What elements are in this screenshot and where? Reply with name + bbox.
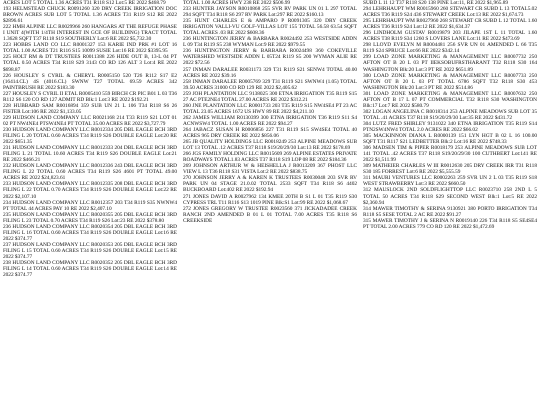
- tax-listing-entry: 257 INMAN DARALEE R0031173 329 T31 R119 S21 SENW4 TOTAL 40.00 ACRES RE 2022 $39.16: [183, 66, 357, 79]
- tax-listing-entry: 236 HUNTINGTON JERRY & BARBARA R0024498 360 COKEVILLE WATERSHED WESTSIDE ADDN L 05T24 R119 S5 200 WYMAN ALIE RE 2022 $72.56: [183, 48, 357, 67]
- tax-listing-entry: 311 MAURI VENTURES LLC R0002263 259 SVR UN 2 L 03 T35 R119 S18 WEST STRAWBERRY Lot:3 RE 2022 $660.50: [363, 175, 537, 188]
- tax-listing-entry: 236 HUNTINGTON JERRY & BARBARA R0024492 253 WESTSIDE ADDN L 09 T34 R119 S5 238 WYMAN Lot:9 RE 2022 $979.55: [183, 36, 357, 49]
- tax-listing-entry: 231 HUDSON LAND COMPANY LLC R0012333 204 DBL EAGLE BCH 3RD FILING L 21 TOTAL 10.60 ACRES T34 R119 S26 DOUBLE EAGLE Lot:21 RE 2022 $466.21: [3, 145, 177, 164]
- tax-listing-entry: TOTAL 1.00 ACRES HWY 238 RE 2022 $506.99: [183, 0, 291, 6]
- tax-listing-entry: 225 HOLT RM & DT TRUSTEES R0011388 226 HIDE OUT B, 13-L 04 PT TOTAL 0.50 ACRES T34 R118 S29 3143 CO RD 126 ALT 3 Lot:4 RE 2022 $698.87: [3, 54, 177, 73]
- tax-listing-entry: 235 HUNT CHARLES E & AMPARO P R0091305 320 DRY CREEK IRRIGATION VALLI-VU GOLF-VILLAS LOT 155 TOTAL 56.58 63.54 SQFT TOTAL ACRES .03 RE 2022 $608.36: [183, 18, 357, 37]
- tax-listing-entry: 258 INMAN DARALEE R0005769 329 T31 R119 S21 SWNW4 (1.05) TOTAL 39.50 ACRES 31000 CO RD 129 RE 2022 $2,405.62: [183, 78, 357, 91]
- tax-listing-entry: SUBD L 11 12 T37 R118 S20 138 PINE Lot:11, RE 2022 $1,965.89: [363, 0, 509, 6]
- tax-listing-entry: 270 JOHNSON JERRY A & KAREN K TRUSTEES R0030048 203 SVR RV PARK UN 04 STAGE 21.0.02 TOTAL 2533 SQFT T34 R118 S6 4402 BUCKBOARD Lot:402 RE 2022 $192.94: [183, 175, 357, 194]
- tax-listing-entry: 222 HMH ALPINE LLC R0029966 260 HANGARS AT THE REFUGE PHASE I UNIT 4(WITH 1/4TH INTEREST IN GCE OF BUILDING) TRACT TOTAL 1.3628 SQFT T37 R118 S19 SOUTHERLY Lot:6 RE 2022 $5,732.30: [3, 24, 177, 43]
- tax-listing-entry: 232 HUDSON LAND COMPANY LLC R0012336 243 DBL EAGLE BCH 3RD FILING L 22 TOTAL 0.60 ACRES T34 R119 S26 4601 PT TOTAL 49.00 ACRES RE 2022 $24,823.61: [3, 163, 177, 182]
- tax-listing-entry: 295 LEHRHAUPT WM R0027960 268 STEWART CR SUBD L 12 TOTAL 1.60 ACRES T36 R119 S24 Lot:12 RE 2022 $1,634.37: [363, 18, 537, 31]
- tax-listing-entry: 269 JOHNSON ARTHUR W & HEISHELLA J R0013209 367 PHOST LLC VIEW L 13 T36 R118 S31 VISTA Lot:2 RE 2022 $838.75: [183, 163, 357, 176]
- tax-listing-entry: 271 JONES DAVID A R0027962 134 KMEE 20TH B S1 L 01 T35 R119 S30 CYPRESS TRL T11 R116 S13 1019 PINE Blk:S1 Lot:99 RE 2022 $1,068.67: [183, 193, 357, 206]
- tax-listing-entry: 306 MADSEN TIM & PIPER R0018179 253 ALPINE MEADOWS SUB LOT 141 TOTAL .42 ACRES T37 R118 S19/20/29/30 100 CUTHBERT Lot:141 RE 2022 $1,511.99: [363, 145, 537, 164]
- tax-listing-entry: 229 HUDSON LAND COMPANY LLC R0021168 214 T33 R119 S21 LOT 01 02 PT NW4NE4 PTSW4NE4 PT TOTAL 35.00 ACRES RE 2022 $3,727.79: [3, 114, 177, 127]
- tax-listing-entry: 300 LOAD ZONE MARKETING & MANAGEMENT LLC R0007733 250 AFTON OT B 20 L 03 PT TOTAL 6786 SQFT T32 R118 S30 453 WASHINGTON Blk:20 Lot:3 PT RE 2022 $514.86: [363, 72, 537, 91]
- tax-listing-entry: 309 MATHEIER CHARLES W III R0012630 205 DRY CREEK IRR T31 R118 S30 185 FORREST Lot:6 RE 2022 $5,555.59: [363, 163, 537, 176]
- tax-listing-entry: 237 HUDSON LAND COMPANY LLC R0020353 205 DBL EAGLE BCH 3RD FILING L 15 TOTAL 0.60 ACRES T34 R119 S26 DOUBLE EAGLE Lot:15 RE 2022 $374.77: [3, 241, 177, 260]
- tax-listing-entry: 314 MAWER TIMOTHY & SERINA 9130921 380 PORTO IRRIGATION T34 R118 S5 SESE TOTAL 2 AC RE 2022 $91.27: [363, 205, 537, 218]
- tax-listing-entry: 265 JB QUALITY HOLDINGS LLC R0018249 253 ALPINE MEADOWS SUB LOT 13 TOTAL .12 ACRES T37 R118 S19/20/29/30 Lot:13 RE 2022 $178.69: [183, 139, 357, 152]
- tax-listing-entry: 272 JONES GREGORY W TRUSTEE R0023560 371 JICKADADEE CREEK RANCH 2ND AMENDED B 01 L 01 TOTAL 7.00 ACRES T35 R118 S6 CREEKSIDE: [183, 205, 357, 224]
- listing-column-1: [3, 0, 177, 400]
- tax-listing-entry: ACRES LOT 5 TOTAL 1.36 ACRES T31 R118 S12 Lot:5 RE 2022 $468.79: [3, 0, 166, 6]
- tax-listing-entry: 230 HUDSON LAND COMPANY LLC R0012334 205 DBL EAGLE BCH 3RD FILING L 20 TOTAL 0.60 ACRES T34 R119 S26 DOUBLE EAGLE Lot:20 RE 2022 $651.35: [3, 126, 177, 146]
- tax-listing-entry: 302 LOGAN ANGELINA C R0018314 253 ALPINE MEADOWS SUB LOT 35 TOTAL .41 ACRES T37 R118 S19/20/29/30 Lot:35 RE 2022 $431.72: [363, 108, 537, 121]
- tax-listing-entry: 223 HOBBS LAND CO LLC R0001327 153 KARIE IND PRK #1 LOT 16 TOTAL 1.00 ACRES T21 R116 S15 10099 SUSIE Lot:16 RE 2022 $3395.95: [3, 42, 177, 55]
- listing-column-3: [363, 0, 537, 400]
- tax-listing-entry: 299 LOAD ZONE MARKETING & MANAGEMENT LLC R0007732 250 AFTON OT B 20 L 03 PT IIEKSOBUFRSTHARANT T32 R118 S30 164 WASHINGTON Blk:20 Lot:3 PT RE 2022 $651.89: [363, 54, 537, 73]
- tax-listing-entry: 294 LEHRHAUPT WM R0015960 260 STEWART CR SUBD L 13 TOTAL5.02 ACRES T36 R119 S24 436 STEWART CREEK Lot:13 RE 2022 $1,674.73: [363, 6, 537, 19]
- tax-listing-entry: 233 HUNTER JAYSON R0010868 255 SVR RV PARK UN 01 L 297 TOTAL 294 SQFT T34 R118 S6 297 RV PARK Lot:297 RE 2022 $160.13: [183, 6, 357, 19]
- tax-listing-entry: 305 MACKINNON DIANA L R0000139 151 LYN HGT B 02 L 16 100.00 SQFT T31 R117 S21 LEDBETTER Blk:2 Lot:16 RE 2022 $748.33: [363, 133, 537, 146]
- tax-listing-entry: 262 JAMES WILLIAM R0130399 300 ETNA IRRIGATION T36 R119 S11 S4 ACNWSW4 TOTAL 1.00 ACRES RE 2022 $94.27: [183, 114, 357, 127]
- tax-listing-entry: 234 HUDSON LAND COMPANY LLC R0012357 203 T34 R119 S35 NWNW4 PT TOTAL 44 ACRES PAY 10 RE 2022 $2,407.10: [3, 199, 177, 212]
- tax-listing-entry: 315 MAWER TIMOTHY J & SERINA N R0019140 226 T34 R118 S5 SE4SE4 PT TOTAL 2.00 ACRES 779 CO RD 120 RE 2022 $1,472.69: [363, 217, 537, 230]
- tax-listing-entry: 235 HUDSON LAND COMPANY LLC R0020355 205 DBL EAGLE BCH 3RD FILING L 23 TOTAL 0.70 ACRES T34 R119 S26 Lot:23 RE 2022 $378.80: [3, 211, 177, 224]
- tax-listing-entry: 304 LUTZ FRED SHIRLEY 9131022 340 ETNA IRRIGATION T35 R119 S14 PTN2SW4NW4 TOTAL 2.0 ACRES RE 2022 $66.02: [363, 120, 537, 133]
- tax-listing-entry: 266 JGS FAMILY HOLDING LLC R0015609 269 ALPINE ESTATES PRIVATE ROADWAYS TOTAL1.83 ACRES T37 R118 S19 LOP 08 RE 2022 $184.36: [183, 151, 357, 164]
- tax-listing-entry: 259 JOH PLANTATION LLC 9138025 300 ETNA IRRIGATION T35 R119 S15 27 AC PTE2NE4 TOTAL 27.00 ACRES RE 2022 $312.21: [183, 90, 357, 103]
- tax-listing-entry: 301 LOAD ZONE MARKETING & MANAGEMENT LLC R0007632 250 AFTON OT B 17 L 07 PT COMMERCIAL T32 R118 S30 WASHINGTON Blk:17 Lot:7 RE 2022 $580.79: [363, 90, 537, 109]
- tax-listing-entry: 238 HUDSON LAND COMPANY LLC R0020352 205 DBL EAGLE BCH 3RD FILING L 14 TOTAL 0.60 ACRES T34 R119 S26 DOUBLE EAGLE Lot:14 RE 2022 $374.77: [3, 260, 177, 279]
- tax-listing-entry: 227 HOUSLEY S CYRIL II ETAL R0005410 559 BIRCH CR PIC B01 L 03 T36 R112 S6 120 CO RD 127 ADMIT RD Blk:1 Lot:3 RE 2022 $192.21: [3, 90, 177, 103]
- tax-listing-entry: 264 JABACZ SUSAN H R0006856 227 T31 R119 S15 SW4SE4 TOTAL 40 ACRES 965 DRY CREEK RE 2022 $856.06: [183, 126, 357, 140]
- tax-listing-entry: 233 HUDSON LAND COMPANY LLC R0012335 208 DBL EAGLE BCH 3RD FILING L 22 TOTAL 0.70 ACRES T34 R119 S26 DOUBLE EAGLE Lot:22 RE 2022 $2,107.10: [3, 181, 177, 200]
- listing-column-2: [183, 0, 357, 400]
- tax-listing-entry: 228 HUBBARD SAM R0016894 359 SUB UN 21 L 106 T34 R118 S6 26 FISTER Lot:106 RE 2022 $1,133.05: [3, 102, 177, 115]
- tax-listing-entry: 193 HELMSTEAD CHUCK R0091260 320 DRY CREEK IRRIGATION DOC BROWN ACRES SUB LOT 5 TOTAL 1.36 ACRES T31 R119 S12 RE 2022 $2896.61: [3, 6, 177, 25]
- tax-listing-entry: 296 LINDHOLM GUSTAV R0019879 203 JILAPE 1ST L 11 TOTAL 1.60 ACRES T38 R119 S34 1260 S LOVERS LANE Lot:11 RE 2022 $473.69: [363, 30, 537, 43]
- tax-listing-entry: 236 HUDSON LAND COMPANY LLC R0020354 205 DBL EAGLE BCH 3RD FILING L 16 TOTAL 0.60 ACRES T34 R119 S26 DOUBLE EAGLE Lot:16 RE 2022 $374.77: [3, 223, 177, 242]
- tax-listing-entry: 312 MAUSLOCK 2ND SOLDFLIGHTTOP LLC R0023710 258 2ND L 5 TOTAL 50 ACRES T34 R118 S29 SECOND WEST Blk:1 Lot:5 RE 2022 $2,360.94: [363, 187, 537, 206]
- tax-listing-entry: 226 HOUSLEY S CYRIL & CHERYL R0005150 520 T26 R112 S17 E2 (16414.CL) 4S (4016.CL) SWNW T27 TOTAL 69.59 ACRES 342 PAINTBRUSH RE 2022 $183.30: [3, 72, 177, 91]
- tax-listing-entry: 298 LLOYD EVELYN M R0004481 256 SVR UN 01 AMENDED L 66 T35 R119 S24 SPRUCE Lot:66 RE 2022 $342.14: [363, 42, 537, 55]
- tax-listing-entry: 260 JNE PLANTATION LLC R0001733 203 T35 R119 S15 NW4SE4 PT 23 AC TOTAL 23.05 ACRES 1672 US HWY 89 RE 2022 $4,211.10: [183, 102, 357, 115]
